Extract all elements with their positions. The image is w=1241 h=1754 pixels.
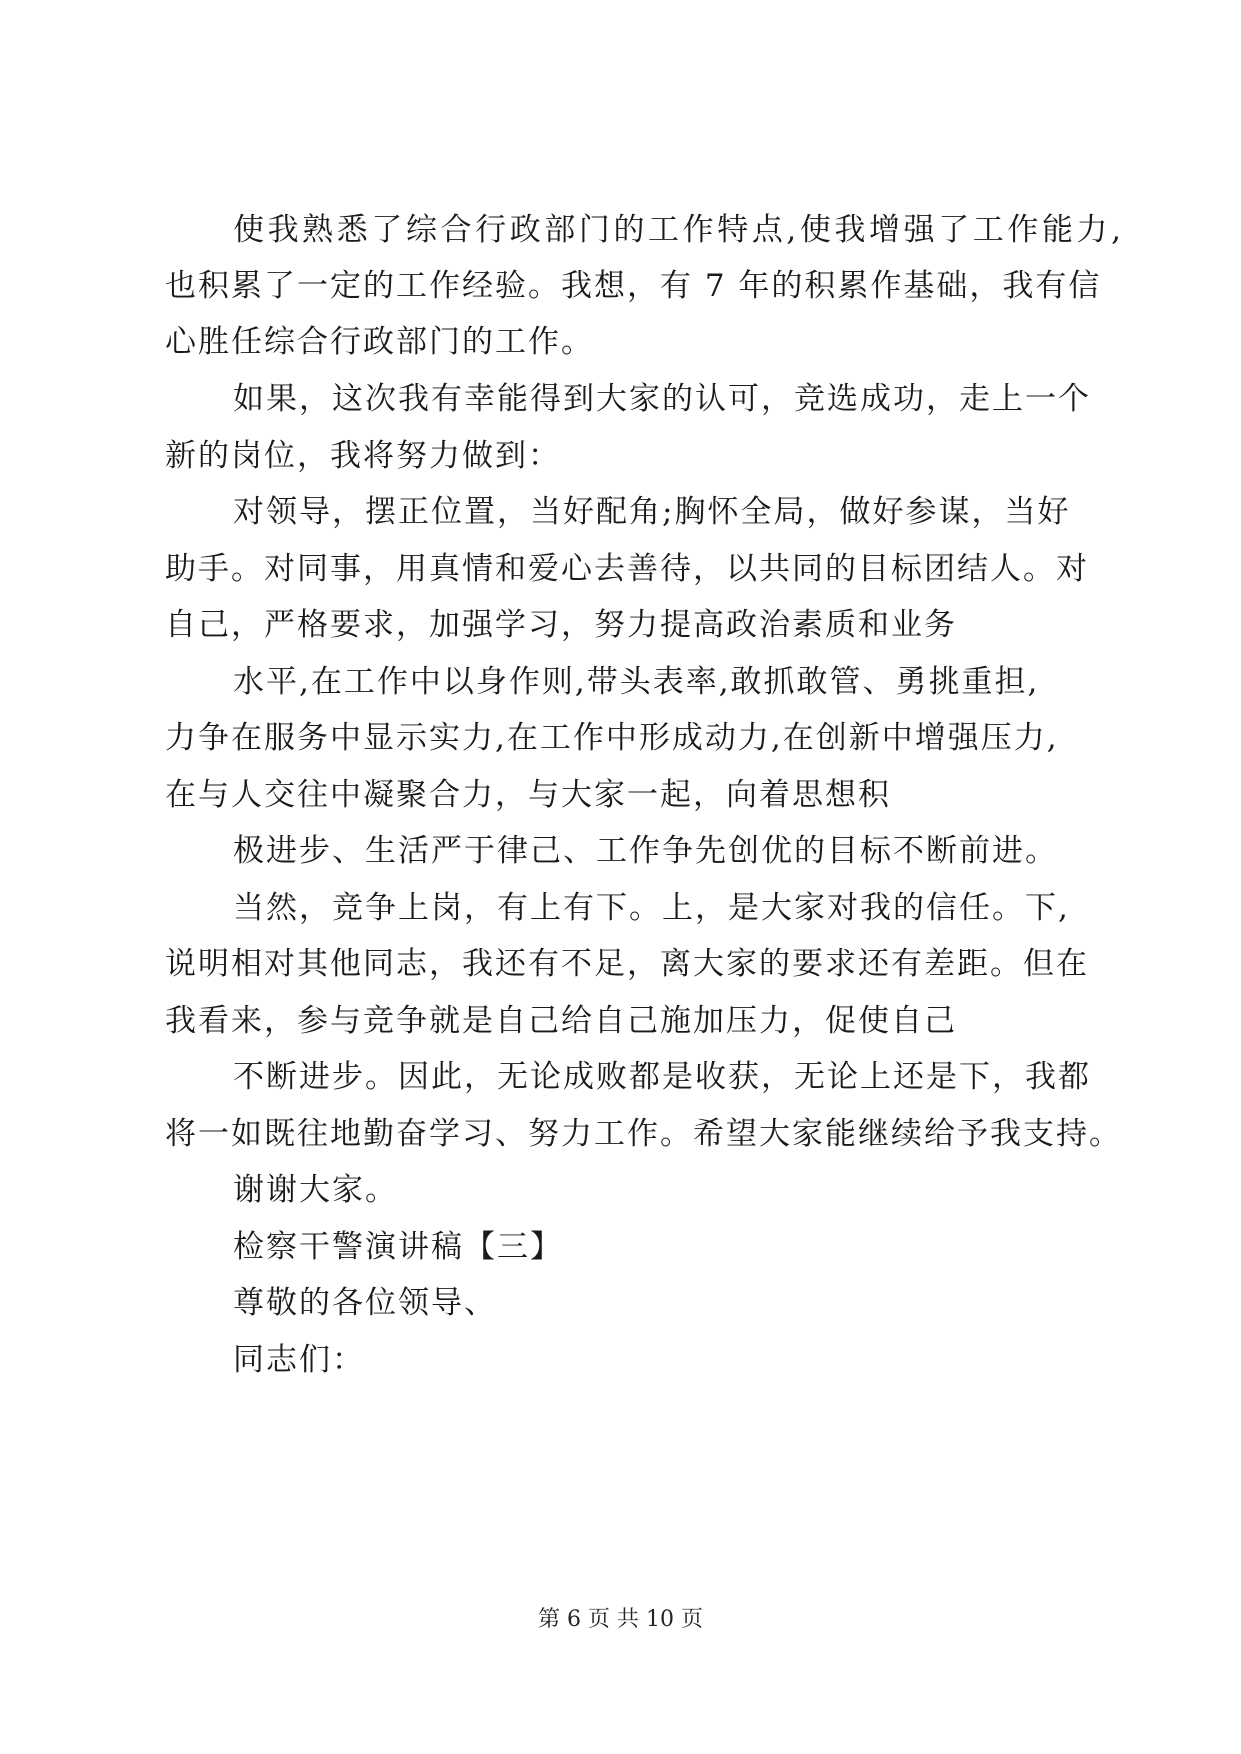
paragraph-line: 不断进步。因此，无论成败都是收获，无论上还是下，我都 <box>233 1059 1091 1095</box>
paragraph-line: 我看来，参与竞争就是自己给自己施加压力，促使自己 <box>165 1003 957 1039</box>
paragraph-line: 新的岗位，我将努力做到： <box>165 438 561 474</box>
paragraph-line: 当然，竞争上岗，有上有下。上，是大家对我的信任。下, <box>233 890 1070 926</box>
page-number: 第 6 页 共 10 页 <box>538 1607 703 1632</box>
paragraph-line: 对领导，摆正位置，当好配角;胸怀全局，做好参谋，当好 <box>233 494 1071 530</box>
paragraph-line: 心胜任综合行政部门的工作。 <box>165 324 594 360</box>
paragraph-line: 也积累了一定的工作经验。我想，有 7 年的积累作基础，我有信 <box>165 268 1102 304</box>
paragraph-line: 在与人交往中凝聚合力，与大家一起，向着思想积 <box>165 777 891 813</box>
paragraph-line: 力争在服务中显示实力,在工作中形成动力,在创新中增强压力, <box>165 720 1059 756</box>
salutation-line: 同志们： <box>233 1342 365 1378</box>
paragraph-line: 使我熟悉了综合行政部门的工作特点,使我增强了工作能力, <box>233 212 1123 248</box>
closing-line: 谢谢大家。 <box>233 1172 398 1208</box>
paragraph-line: 自己，严格要求，加强学习，努力提高政治素质和业务 <box>165 607 957 643</box>
section-title: 检察干警演讲稿【三】 <box>233 1229 563 1265</box>
paragraph-line: 助手。对同事，用真情和爱心去善待，以共同的目标团结人。对 <box>165 551 1089 587</box>
paragraph-line: 将一如既往地勤奋学习、努力工作。希望大家能继续给予我支持。 <box>165 1116 1122 1152</box>
paragraph-line: 水平,在工作中以身作则,带头表率,敢抓敢管、勇挑重担, <box>233 664 1040 700</box>
paragraph-line: 极进步、生活严于律己、工作争先创优的目标不断前进。 <box>233 833 1058 869</box>
paragraph-line: 说明相对其他同志，我还有不足，离大家的要求还有差距。但在 <box>165 946 1089 982</box>
paragraph-line: 如果，这次我有幸能得到大家的认可，竞选成功，走上一个 <box>233 381 1091 417</box>
salutation-line: 尊敬的各位领导、 <box>233 1285 497 1321</box>
